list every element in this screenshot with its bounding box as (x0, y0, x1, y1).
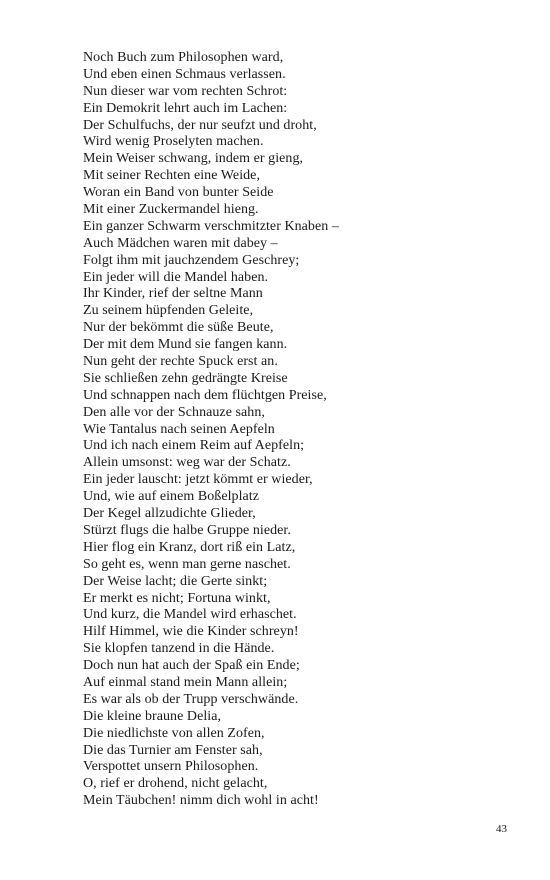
poem-line: Ihr Kinder, rief der seltne Mann (83, 286, 263, 302)
poem-line: Ein Demokrit lehrt auch im Lachen: (83, 100, 288, 116)
poem-line: Wird wenig Proselyten machen. (83, 134, 264, 150)
poem-line: Der mit dem Mund sie fangen kann. (83, 337, 288, 353)
poem-line: Zu seinem hüpfenden Geleite, (83, 303, 254, 319)
poem-line: Nur der bekömmt die süße Beute, (83, 320, 274, 336)
poem-line: Und ich nach einem Reim auf Aepfeln; (83, 438, 305, 454)
poem-line: Hier flog ein Kranz, dort riß ein Latz, (83, 539, 296, 555)
poem-line: Es war als ob der Trupp verschwände. (83, 691, 299, 707)
poem-line: Die kleine braune Delia, (83, 708, 222, 724)
poem-line: Mein Weiser schwang, indem er gieng, (83, 151, 304, 167)
poem-line: So geht es, wenn man gerne naschet. (83, 556, 291, 572)
poem-line: Ein jeder lauscht: jetzt kömmt er wieder, (83, 472, 313, 488)
poem-line: Wie Tantalus nach seinen Aepfeln (83, 421, 275, 437)
poem-line: O, rief er drohend, nicht gelacht, (83, 776, 268, 792)
poem-line: Nun dieser war vom rechten Schrot: (83, 83, 288, 99)
page-number: 43 (496, 823, 507, 835)
poem-line: Noch Buch zum Philosophen ward, (83, 50, 284, 65)
poem-line: Hilf Himmel, wie die Kinder schreyn! (83, 624, 299, 640)
poem-line: Folgt ihm mit jauchzendem Geschrey; (83, 252, 300, 268)
poem-line: Mein Täubchen! nimm dich wohl in acht! (83, 793, 319, 809)
poem-line: Auch Mädchen waren mit dabey – (83, 235, 278, 251)
poem-line: Allein umsonst: weg war der Schatz. (83, 455, 291, 471)
poem-line: Sie schließen zehn gedrängte Kreise (83, 370, 288, 386)
poem-line: Die niedlichste von allen Zofen, (83, 725, 265, 741)
poem-line: Mit seiner Rechten eine Weide, (83, 168, 260, 184)
poem-line: Ein ganzer Schwarm verschmitzter Knaben – (83, 218, 339, 234)
poem-line: Verspottet unsern Philosophen. (83, 759, 259, 775)
poem-line: Stürzt flugs die halbe Gruppe nieder. (83, 522, 291, 538)
poem-line: Und eben einen Schmaus verlassen. (83, 66, 286, 82)
poem-line: Ein jeder will die Mandel haben. (83, 269, 269, 285)
poem-line: Doch nun hat auch der Spaß ein Ende; (83, 658, 300, 674)
poem-line: Nun geht der rechte Spuck erst an. (83, 354, 278, 370)
poem-text (83, 50, 339, 810)
poem-line: Den alle vor der Schnauze sahn, (83, 404, 265, 420)
poem-line: Mit einer Zuckermandel hieng. (83, 202, 259, 218)
poem-line: Er merkt es nicht; Fortuna winkt, (83, 590, 271, 606)
poem-line: Woran ein Band von bunter Seide (83, 185, 274, 201)
poem-line: Der Schulfuchs, der nur seufzt und droht, (83, 117, 317, 133)
poem-line: Sie klopfen tanzend in die Hände. (83, 641, 275, 657)
poem-line: Auf einmal stand mein Mann allein; (83, 674, 288, 690)
poem-line: Der Kegel allzudichte Glieder, (83, 506, 256, 522)
poem-line: Und, wie auf einem Boßelplatz (83, 489, 260, 505)
poem-line: Und schnappen nach dem flüchtgen Preise, (83, 387, 327, 403)
poem-line: Und kurz, die Mandel wird erhaschet. (83, 607, 297, 623)
poem-line: Der Weise lacht; die Gerte sinkt; (83, 573, 268, 589)
poem-line: Die das Turnier am Fenster sah, (83, 742, 263, 758)
